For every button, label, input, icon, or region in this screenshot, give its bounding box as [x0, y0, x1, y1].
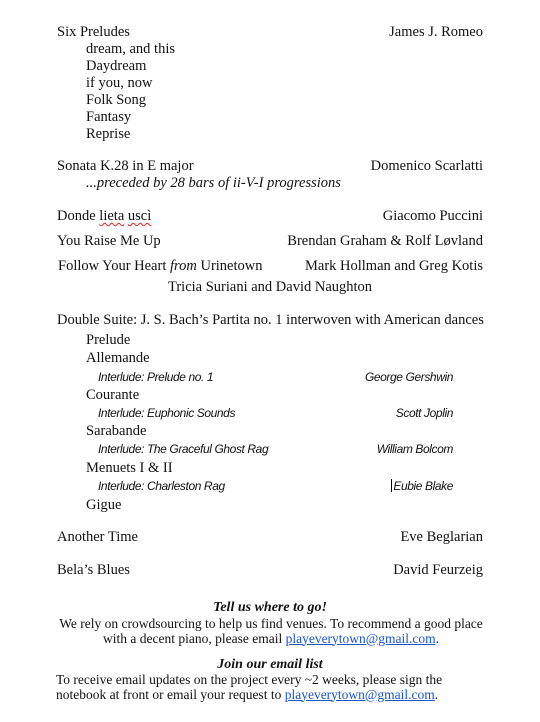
interlude-label: Interlude: Prelude no. 1 — [98, 370, 214, 384]
movement-menuets: Menuets I & II — [86, 460, 173, 476]
composer-beglarian: Eve Beglarian — [400, 529, 483, 545]
piece-title-six-preludes: Six Preludes — [57, 24, 130, 40]
period: . — [434, 686, 439, 702]
interlude-composer: Scott Joplin — [395, 406, 453, 420]
arrangers: Tricia Suriani and David Naughton — [168, 279, 373, 295]
movement: if you, now — [86, 75, 153, 91]
interlude-label: Interlude: Euphonic Sounds — [98, 406, 236, 420]
movement-prelude: Prelude — [86, 332, 131, 348]
composer-hollman-kotis: Mark Hollman and Greg Kotis — [305, 258, 483, 274]
email-link[interactable]: playeverytown@gmail.com — [284, 686, 435, 702]
spellcheck-word[interactable]: uscì — [127, 208, 152, 224]
piece-title-sonata: Sonata K.28 in E major — [57, 158, 194, 174]
title-part: Urinetown — [196, 258, 263, 274]
interlude-composer: George Gershwin — [364, 370, 453, 384]
interlude-composer — [391, 478, 453, 495]
movement: dream, and this — [86, 41, 175, 57]
piece-title-another-time: Another Time — [57, 529, 138, 545]
composer-feurzeig: David Feurzeig — [393, 562, 483, 578]
piece-title-double-suite: Double Suite: J. S. Bach’s Partita no. 1 interwoven with American dances — [57, 312, 484, 328]
venues-heading: Tell us where to go! — [213, 600, 327, 615]
movement: Folk Song — [86, 92, 147, 108]
movement-courante: Courante — [86, 387, 140, 403]
piece-title-follow — [58, 258, 262, 275]
spellcheck-word[interactable]: lieta — [99, 208, 125, 224]
movement: Reprise — [86, 126, 131, 142]
movement-sarabande: Sarabande — [86, 423, 147, 439]
email-list-paragraph — [56, 673, 488, 702]
title-part: Follow Your Heart — [58, 258, 170, 274]
title-part-italic: from — [169, 258, 197, 274]
title-part: Donde — [57, 208, 100, 224]
interlude-composer-text: Eubie Blake — [393, 479, 453, 493]
composer-graham-lovland: Brendan Graham & Rolf Løvland — [287, 233, 483, 249]
piece-title-bela: Bela’s Blues — [57, 562, 130, 578]
email-link[interactable]: playeverytown@gmail.com — [285, 630, 436, 646]
composer-scarlatti: Domenico Scarlatti — [370, 158, 483, 174]
composer-puccini: Giacomo Puccini — [382, 208, 483, 224]
piece-title-donde — [57, 208, 151, 225]
composer-romeo: James J. Romeo — [389, 24, 483, 40]
venues-paragraph — [56, 617, 486, 646]
movement-allemande: Allemande — [86, 350, 150, 366]
period: . — [435, 630, 439, 646]
interlude-composer: William Bolcom — [376, 442, 453, 456]
interlude-label: Interlude: Charleston Rag — [98, 479, 225, 493]
movement: Fantasy — [86, 109, 132, 125]
sonata-note: ...preceded by 28 bars of ii-V-I progressions — [86, 175, 341, 191]
movement-gigue: Gigue — [86, 497, 122, 513]
email-list-text: To receive email updates on the project every ~2 weeks, please sign the notebook at front or email your request to — [56, 672, 443, 702]
interlude-label: Interlude: The Graceful Ghost Rag — [98, 442, 269, 456]
email-list-heading: Join our email list — [217, 657, 323, 672]
venues-text: We rely on crowdsourcing to help us find venues. To recommend a good place with a decent piano, please email — [59, 616, 483, 646]
piece-title-raise: You Raise Me Up — [57, 233, 161, 249]
movement: Daydream — [86, 58, 147, 74]
